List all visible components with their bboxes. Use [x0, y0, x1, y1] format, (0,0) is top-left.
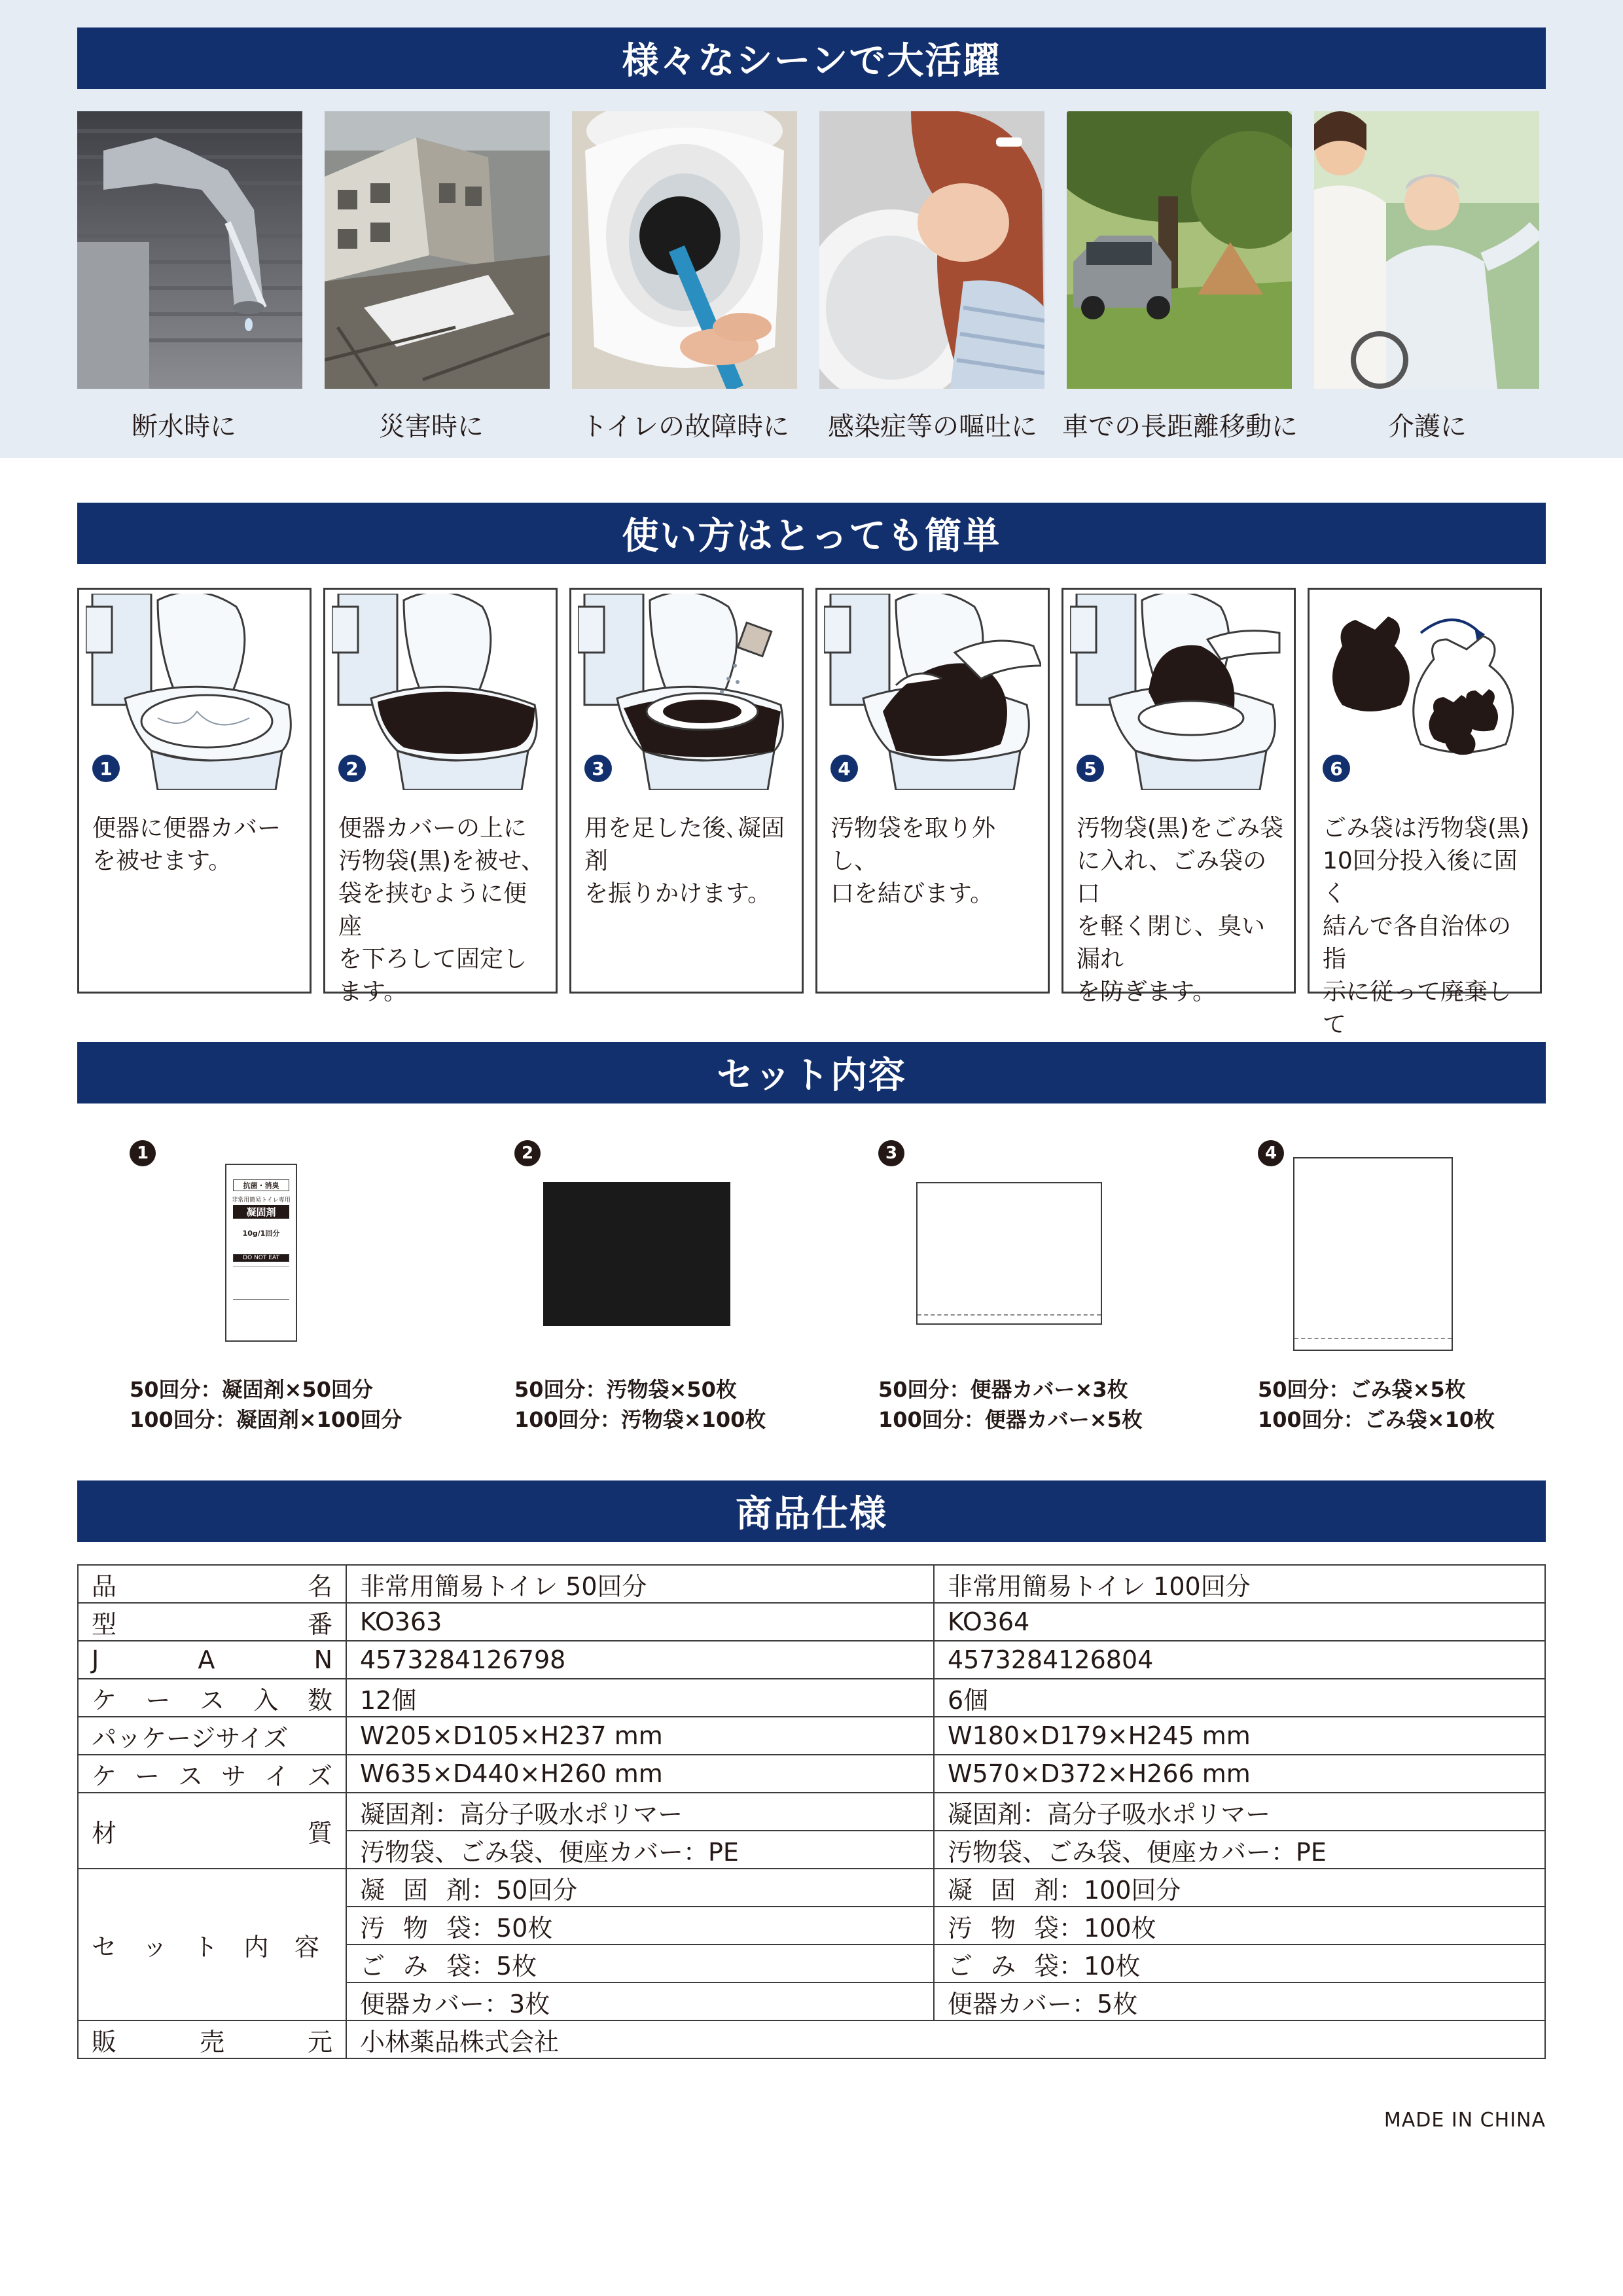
spec-value: 6個	[934, 1679, 1545, 1717]
usage-step-6	[1308, 588, 1542, 1038]
contents-text-1	[130, 1374, 402, 1435]
step-text: 汚物袋を取り外し、 口を結びます。	[830, 815, 996, 907]
toilet-remove-bag-illustration	[824, 594, 1041, 790]
contents-number-4: 4	[1258, 1140, 1284, 1166]
spec-value: 非常用簡易トイレ 50回分	[346, 1565, 934, 1603]
faucet-photo	[77, 111, 302, 389]
spec-label: 材 質	[78, 1793, 346, 1869]
spec-row-seller	[78, 2020, 1545, 2058]
spec-value: 汚 物 袋 ：100枚	[934, 1907, 1545, 1945]
spec-value: 凝 固 剤 ：50回分	[346, 1869, 934, 1907]
usage-step-3	[569, 588, 804, 994]
step-number-6: 6	[1323, 755, 1350, 782]
spec-label: セ ッ ト 内 容	[78, 1869, 346, 2020]
car-camping-photo	[1067, 111, 1292, 389]
step-text: ごみ袋は汚物袋(黒) 10回分投入後に固く 結んで各自治体の指 示に従って廃棄して	[1323, 815, 1530, 1038]
vomiting-photo	[819, 111, 1044, 389]
spec-label: J A N	[78, 1641, 346, 1679]
spec-value: KO364	[934, 1603, 1545, 1641]
step-number-3: 3	[584, 755, 612, 782]
spec-value: ご み 袋 ：5枚	[346, 1945, 934, 1982]
toilet-trash-bag-illustration	[1070, 594, 1287, 790]
step-text: 便器カバーの上に 汚物袋(黒)を被せ、 袋を挟むように便座 を下ろして固定します。	[338, 815, 545, 1005]
usage-step-5	[1061, 588, 1296, 1005]
spec-header: 商品仕様	[77, 1480, 1546, 1542]
step-number-5: 5	[1077, 755, 1104, 782]
spec-value: 凝固剤：高分子吸水ポリマー	[346, 1793, 934, 1831]
disaster-photo	[325, 111, 550, 389]
spec-row-model	[78, 1603, 1545, 1641]
usage-header: 使い方はとっても簡単	[77, 503, 1546, 564]
spec-row-material	[78, 1793, 1545, 1831]
toilet-plunger-photo	[572, 111, 797, 389]
step-text: 用を足した後､凝固剤 を振りかけます。	[584, 815, 785, 907]
spec-row-jan	[78, 1641, 1545, 1679]
spec-value: 便器カバー：5枚	[934, 1982, 1545, 2020]
step-number-4: 4	[830, 755, 858, 782]
spec-value: W180×D179×H245 mm	[934, 1717, 1545, 1755]
contents-line: 50回分：汚物袋×50枚	[514, 1377, 737, 1402]
spec-value: 凝 固 剤 ：100回分	[934, 1869, 1545, 1907]
spec-value: W570×D372×H266 mm	[934, 1755, 1545, 1793]
scene-caption: トイレの故障時に	[581, 412, 789, 442]
spec-value: 汚物袋、ごみ袋、便座カバー：PE	[346, 1831, 934, 1869]
contents-text-3	[878, 1374, 1143, 1435]
spec-value: ご み 袋 ：10枚	[934, 1945, 1545, 1982]
spec-label: ケ ー ス サ イ ズ	[78, 1755, 346, 1793]
toilet-sprinkle-illustration	[578, 594, 795, 790]
spec-value: 汚物袋、ごみ袋、便座カバー：PE	[934, 1831, 1545, 1869]
step-number-1: 1	[92, 755, 120, 782]
spec-value: KO363	[346, 1603, 934, 1641]
spec-value: 凝固剤：高分子吸水ポリマー	[934, 1793, 1545, 1831]
scenes-header: 様々なシーンで大活躍	[77, 27, 1546, 89]
step-number-2: 2	[338, 755, 366, 782]
trash-bag-image	[1293, 1157, 1453, 1351]
scene-caption: 車での長距離移動に	[1062, 412, 1298, 442]
spec-value: 4573284126804	[934, 1641, 1545, 1679]
scene-caption: 災害時に	[379, 412, 484, 442]
packet-dose-label: 10g/1回分	[242, 1229, 280, 1238]
spec-value: 小林薬品株式会社	[346, 2020, 1545, 2058]
black-waste-bag-image	[543, 1182, 730, 1326]
scene-caption: 感染症等の嘔吐に	[828, 412, 1037, 442]
spec-label: ケ ー ス 入 数	[78, 1679, 346, 1717]
contents-line: 100回分：汚物袋×100枚	[514, 1407, 766, 1432]
usage-step-2	[323, 588, 558, 1005]
contents-text-2	[514, 1374, 766, 1435]
usage-step-4	[815, 588, 1050, 994]
packet-name-label: 凝固剤	[233, 1205, 289, 1219]
toilet-cover-illustration	[86, 594, 303, 790]
spec-label: 型 番	[78, 1603, 346, 1641]
packet-sub-label: 非常用簡易トイレ専用	[232, 1197, 291, 1204]
contents-line: 50回分：凝固剤×50回分	[130, 1377, 373, 1402]
toilet-cover-sheet-image	[916, 1182, 1102, 1325]
scene-caption: 断水時に	[132, 412, 236, 442]
spec-value: W635×D440×H260 mm	[346, 1755, 934, 1793]
spec-label: 品 名	[78, 1565, 346, 1603]
spec-value: 汚 物 袋 ：50枚	[346, 1907, 934, 1945]
scene-caption: 介護に	[1388, 412, 1467, 442]
packet-instructions	[233, 1266, 289, 1300]
contents-line: 50回分：便器カバー×3枚	[878, 1377, 1128, 1402]
step-text: 便器に便器カバー を被せます。	[92, 815, 281, 874]
contents-line: 100回分：便器カバー×5枚	[878, 1407, 1143, 1432]
elderly-care-photo	[1314, 111, 1539, 389]
contents-text-4	[1258, 1374, 1495, 1435]
contents-line: 50回分：ごみ袋×5枚	[1258, 1377, 1466, 1402]
contents-header: セット内容	[77, 1042, 1546, 1103]
step-text: 汚物袋(黒)をごみ袋 に入れ、ごみ袋の口 を軽く閉じ、臭い漏れ を防ぎます。	[1077, 815, 1284, 1005]
packet-top-label: 抗菌・消臭	[233, 1179, 289, 1191]
spec-row-name	[78, 1565, 1545, 1603]
spec-label: パッケージサイズ	[78, 1717, 346, 1755]
spec-label: 販 売 元	[78, 2020, 346, 2058]
spec-row-set-1	[78, 1869, 1545, 1907]
contents-line: 100回分：ごみ袋×10枚	[1258, 1407, 1495, 1432]
spec-value: 4573284126798	[346, 1641, 934, 1679]
spec-row-package-size	[78, 1717, 1545, 1755]
spec-row-case-size	[78, 1755, 1545, 1793]
coagulant-packet-image	[225, 1164, 297, 1342]
spec-value: W205×D105×H237 mm	[346, 1717, 934, 1755]
spec-row-case-qty	[78, 1679, 1545, 1717]
spec-value: 12個	[346, 1679, 934, 1717]
spec-value: 非常用簡易トイレ 100回分	[934, 1565, 1545, 1603]
contents-number-1: 1	[130, 1140, 156, 1166]
contents-line: 100回分：凝固剤×100回分	[130, 1407, 402, 1432]
contents-number-3: 3	[878, 1140, 904, 1166]
usage-step-1	[77, 588, 312, 994]
packet-warning-label: DO NOT EAT	[233, 1254, 289, 1262]
contents-number-2: 2	[514, 1140, 541, 1166]
bags-disposal-illustration	[1316, 594, 1533, 790]
made-in-label: MADE IN CHINA	[1383, 2109, 1546, 2132]
spec-value: 便器カバー：3枚	[346, 1982, 934, 2020]
toilet-black-bag-illustration	[332, 594, 549, 790]
spec-table	[77, 1564, 1546, 2059]
